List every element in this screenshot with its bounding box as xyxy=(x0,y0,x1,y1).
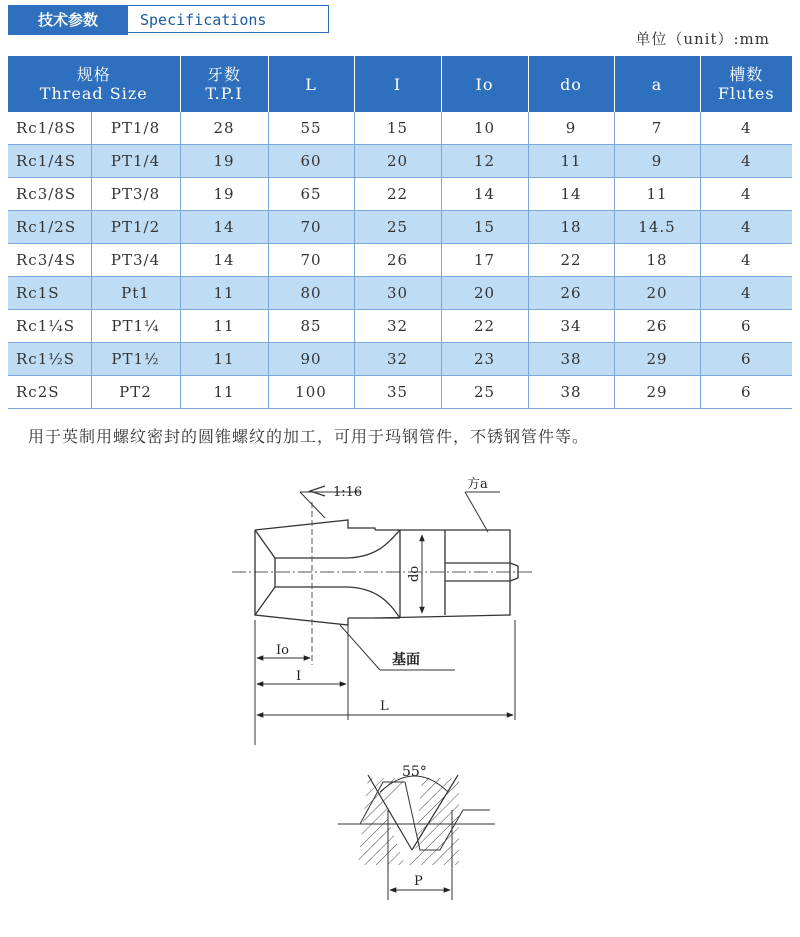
col-flutes-cn: 槽数 xyxy=(729,65,764,84)
angle-label: 55° xyxy=(402,764,427,780)
cell-do: 9 xyxy=(528,112,614,145)
usage-note: 用于英制用螺纹密封的圆锥螺纹的加工，可用于玛钢管件，不锈钢管件等。 xyxy=(28,427,590,446)
cell-tpi: 19 xyxy=(180,145,268,178)
base-label: 基面 xyxy=(392,652,420,668)
cell-a: 11 xyxy=(614,178,700,211)
col-thread-size-cn: 规格 xyxy=(76,65,111,84)
cell-a: 7 xyxy=(614,112,700,145)
cell-rc: Rc3/4S xyxy=(8,244,91,277)
col-tpi-cn: 牙数 xyxy=(206,65,241,84)
table-row xyxy=(8,112,792,145)
col-flutes xyxy=(700,56,792,112)
cell-i: 35 xyxy=(354,376,441,409)
cell-io: 14 xyxy=(441,178,528,211)
cell-i: 30 xyxy=(354,277,441,310)
cell-i: 26 xyxy=(354,244,441,277)
taper-icon xyxy=(310,486,325,496)
cell-pt: PT1/2 xyxy=(91,211,180,244)
table-row xyxy=(8,211,792,244)
taper-label: 1:16 xyxy=(333,485,363,500)
col-thread-size xyxy=(8,56,180,112)
cell-l: 70 xyxy=(268,244,354,277)
cell-tpi: 11 xyxy=(180,343,268,376)
cell-tpi: 19 xyxy=(180,178,268,211)
cell-a: 14.5 xyxy=(614,211,700,244)
cell-io: 17 xyxy=(441,244,528,277)
cell-do: 38 xyxy=(528,376,614,409)
cell-tpi: 14 xyxy=(180,244,268,277)
table-row xyxy=(8,145,792,178)
cell-io: 22 xyxy=(441,310,528,343)
tap-drawing xyxy=(0,460,800,937)
cell-a: 9 xyxy=(614,145,700,178)
i-label: I xyxy=(296,669,302,684)
tab-title-en: Specifications xyxy=(128,5,329,33)
cell-do: 11 xyxy=(528,145,614,178)
cell-i: 32 xyxy=(354,310,441,343)
cell-flutes: 6 xyxy=(700,343,792,376)
io-label: Io xyxy=(276,643,289,658)
cell-l: 70 xyxy=(268,211,354,244)
cell-i: 25 xyxy=(354,211,441,244)
col-flutes-en: Flutes xyxy=(717,84,775,103)
square-leader-diag xyxy=(465,492,488,532)
cell-rc: Rc1/2S xyxy=(8,211,91,244)
cell-flutes: 4 xyxy=(700,211,792,244)
cell-do: 22 xyxy=(528,244,614,277)
cell-flutes: 4 xyxy=(700,178,792,211)
cell-io: 20 xyxy=(441,277,528,310)
cell-pt: PT1/4 xyxy=(91,145,180,178)
cell-l: 85 xyxy=(268,310,354,343)
base-leader xyxy=(340,625,380,670)
tab-title-cn: 技术参数 xyxy=(8,5,128,35)
cell-do: 14 xyxy=(528,178,614,211)
cell-do: 26 xyxy=(528,277,614,310)
cell-rc: Rc1¼S xyxy=(8,310,91,343)
cell-pt: PT1½ xyxy=(91,343,180,376)
cell-pt: PT1¼ xyxy=(91,310,180,343)
square-label: 方a xyxy=(467,477,488,492)
table-row xyxy=(8,277,792,310)
l-label: L xyxy=(380,699,389,714)
cell-a: 29 xyxy=(614,376,700,409)
col-tpi xyxy=(180,56,268,112)
table-row xyxy=(8,343,792,376)
col-io: Io xyxy=(441,56,528,112)
unit-label: 单位（unit）:mm xyxy=(635,30,770,48)
table-row xyxy=(8,310,792,343)
cell-l: 65 xyxy=(268,178,354,211)
cell-a: 29 xyxy=(614,343,700,376)
cell-tpi: 11 xyxy=(180,376,268,409)
spec-table xyxy=(8,56,792,409)
cell-rc: Rc3/8S xyxy=(8,178,91,211)
col-i: I xyxy=(354,56,441,112)
cell-i: 20 xyxy=(354,145,441,178)
cell-l: 100 xyxy=(268,376,354,409)
cell-tpi: 14 xyxy=(180,211,268,244)
cell-io: 15 xyxy=(441,211,528,244)
cell-rc: Rc1S xyxy=(8,277,91,310)
cell-io: 25 xyxy=(441,376,528,409)
cell-flutes: 4 xyxy=(700,112,792,145)
col-l: L xyxy=(268,56,354,112)
cell-rc: Rc1/8S xyxy=(8,112,91,145)
pitch-label: P xyxy=(414,874,423,889)
cell-pt: PT3/4 xyxy=(91,244,180,277)
cell-l: 55 xyxy=(268,112,354,145)
cell-do: 38 xyxy=(528,343,614,376)
col-thread-size-en: Thread Size xyxy=(39,84,148,103)
cell-tpi: 11 xyxy=(180,277,268,310)
cell-io: 23 xyxy=(441,343,528,376)
cell-a: 26 xyxy=(614,310,700,343)
cell-i: 15 xyxy=(354,112,441,145)
cell-tpi: 28 xyxy=(180,112,268,145)
cell-flutes: 4 xyxy=(700,277,792,310)
cell-tpi: 11 xyxy=(180,310,268,343)
cell-i: 32 xyxy=(354,343,441,376)
col-a: a xyxy=(614,56,700,112)
cell-rc: Rc2S xyxy=(8,376,91,409)
table-row xyxy=(8,178,792,211)
col-do: do xyxy=(528,56,614,112)
cell-pt: PT3/8 xyxy=(91,178,180,211)
cell-flutes: 6 xyxy=(700,376,792,409)
cell-pt: Pt1 xyxy=(91,277,180,310)
do-label: do xyxy=(407,565,422,582)
cell-l: 60 xyxy=(268,145,354,178)
cell-flutes: 6 xyxy=(700,310,792,343)
table-row xyxy=(8,244,792,277)
cell-a: 18 xyxy=(614,244,700,277)
cell-a: 20 xyxy=(614,277,700,310)
cell-rc: Rc1½S xyxy=(8,343,91,376)
cell-flutes: 4 xyxy=(700,145,792,178)
table-header-row xyxy=(8,56,792,112)
cell-rc: Rc1/4S xyxy=(8,145,91,178)
cell-flutes: 4 xyxy=(700,244,792,277)
cell-io: 12 xyxy=(441,145,528,178)
cell-l: 80 xyxy=(268,277,354,310)
cell-l: 90 xyxy=(268,343,354,376)
cell-pt: PT2 xyxy=(91,376,180,409)
cell-do: 34 xyxy=(528,310,614,343)
cell-pt: PT1/8 xyxy=(91,112,180,145)
table-row xyxy=(8,376,792,409)
cell-i: 22 xyxy=(354,178,441,211)
cell-do: 18 xyxy=(528,211,614,244)
cell-io: 10 xyxy=(441,112,528,145)
col-tpi-en: T.P.I xyxy=(205,84,243,103)
